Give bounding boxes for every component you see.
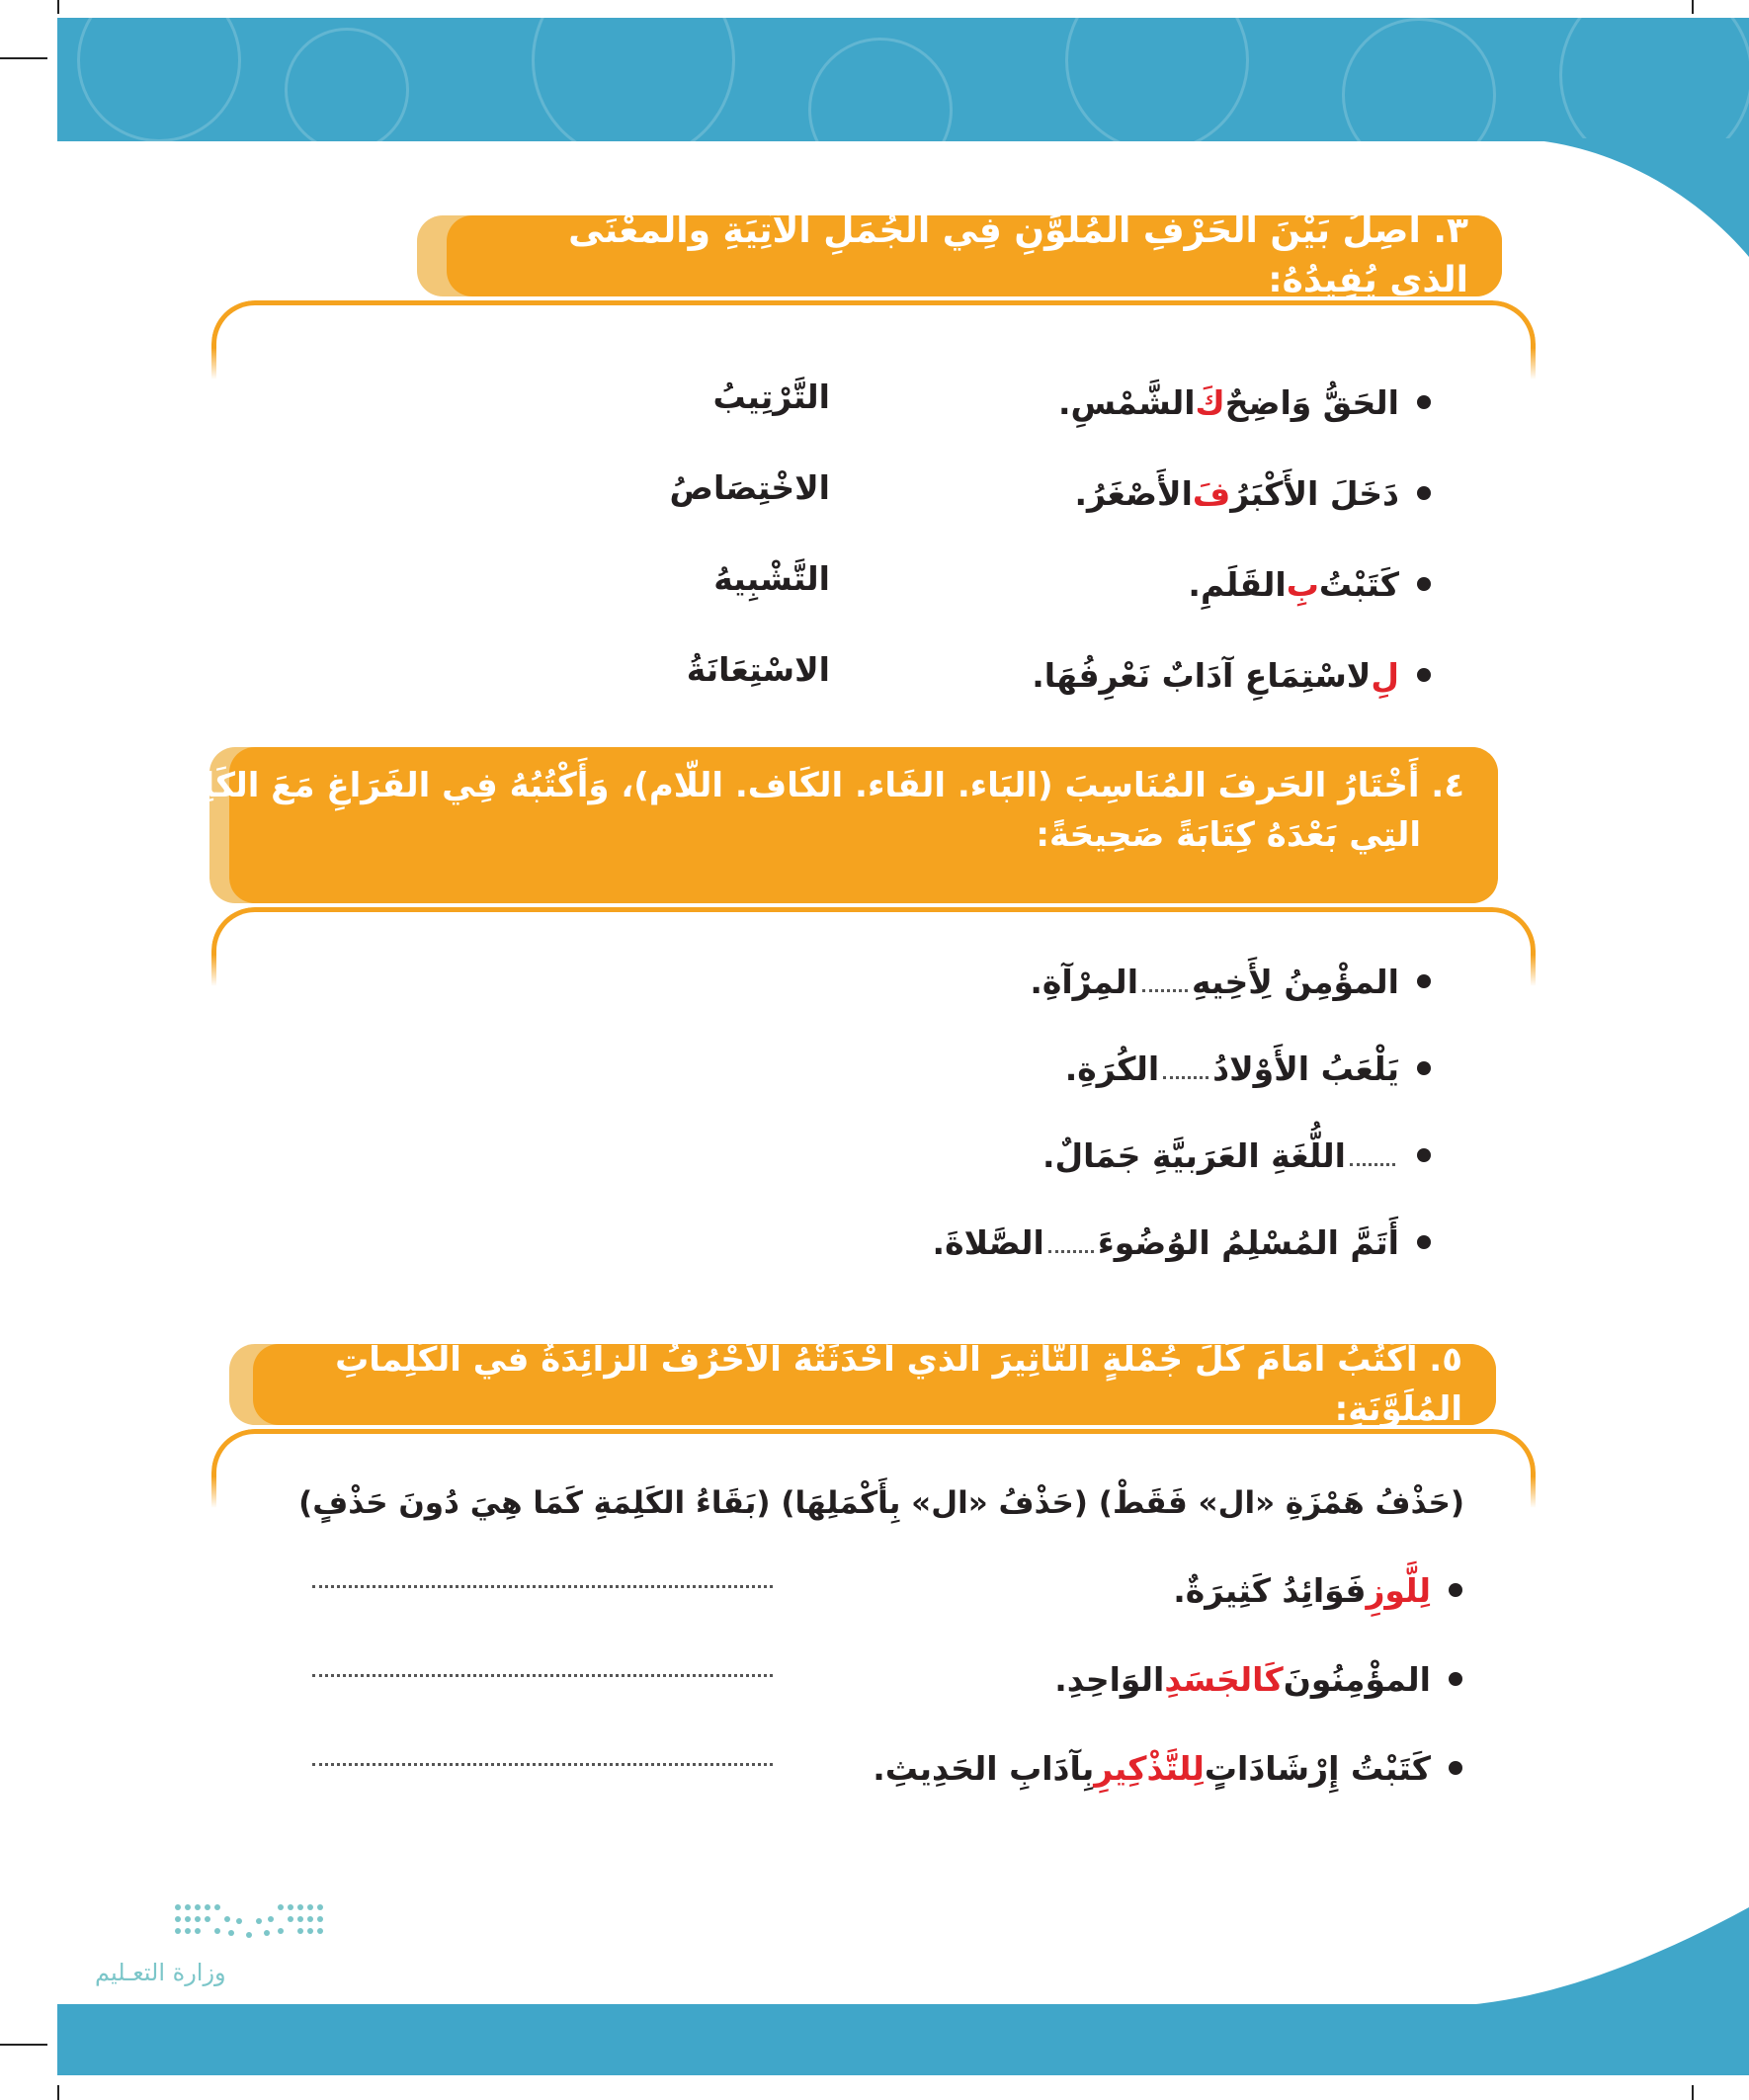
bullet-icon [1449,1761,1462,1775]
sentence-text: لاسْتِمَاعِ آدَابٌ نَعْرِفُهَا. [1032,655,1372,695]
fill-blank[interactable] [1350,1145,1395,1166]
s5-sentence-3 [873,1743,1462,1793]
highlighted-letter: فَ [1192,473,1231,513]
crop-mark [0,57,47,59]
sentence-text: دَخَلَ الأَكْبَرُ [1230,473,1399,513]
bottom-banner [57,2004,1749,2075]
section-5-title: ٥. أَكْتُبُ أَمَامَ كُلِّ جُمْلَةٍ التَّأْثِيرَ الذي أَحْدَثَتْهُ الأَحْرُفُ الزائِدَةُ في الكَلِماتِ المُلَوَّنَةِ: [253,1344,1496,1425]
s4-sentence-4 [933,1218,1431,1267]
sentence-text: كَتَبْتُ [1318,564,1399,604]
ministry-logo-icon [170,1897,328,1947]
bullet-icon [1417,486,1431,500]
bullet-icon [1417,577,1431,591]
sentence-text: اللُّغَةِ العَرَبيَّةِ جَمَالٌ. [1042,1135,1346,1175]
sentence-text: كَتَبْتُ إِرْشَادَاتٍ [1204,1748,1431,1788]
crop-mark [57,2085,59,2100]
s5-sentence-2 [1054,1654,1462,1704]
bullet-icon [1449,1672,1462,1686]
crop-mark [1692,0,1694,14]
section-3-frame [211,300,1536,379]
s3-sentence-4 [1032,650,1431,700]
answer-line-1[interactable] [312,1579,773,1588]
crop-mark [1692,2085,1694,2100]
fill-blank[interactable] [1048,1232,1094,1253]
sentence-text: الوَاحِدِ. [1054,1659,1165,1699]
section-4-title [158,747,1498,903]
sentence-text: المؤْمِنُونَ [1283,1659,1431,1699]
crop-mark [0,2044,47,2046]
s4-sentence-1 [1030,957,1431,1006]
bullet-icon [1417,1061,1431,1075]
sentence-text: القَلَمِ. [1188,564,1287,604]
sentence-text: الحَقُّ وَاضِحٌ [1224,382,1399,422]
sentence-text: المؤْمِنُ لِأَخِيهِ [1192,962,1399,1001]
bullet-icon [1417,668,1431,682]
s3-meaning-3[interactable]: التَّشْبِيهُ [713,559,830,598]
s3-meaning-4[interactable]: الاسْتِعَانَةُ [686,650,830,689]
section-4-title-line-1: ٤. أَخْتَارُ الحَرفَ المُنَاسِبَ (البَاء. الفَاء. الكَاف. اللّام)، وَأَكْتُبُهُ فِي الفَرَاغِ مَعَ الكَلِمَةِ [158,766,1464,805]
sentence-text: الشَّمْسِ. [1057,382,1196,422]
ministry-name: وزارة التعـليم [95,1959,226,1986]
s5-options: (حَذْفُ هَمْزَةِ «ال» فَقَطْ) (حَذْفُ «ال» بِأَكْمَلِهَا) (بَقَاءُ الكَلِمَةِ كَمَا هِيَ دُونَ حَذْفٍ) [298,1485,1464,1521]
sentence-text: الكُرَةِ. [1064,1049,1160,1088]
answer-line-3[interactable] [312,1757,773,1766]
sentence-text: فَوَائِدُ كَثِيرَةٌ. [1173,1570,1367,1610]
sentence-text: يَلْعَبُ الأَوْلادُ [1212,1049,1399,1088]
fill-blank[interactable] [1142,971,1188,992]
s3-sentence-3 [1188,559,1431,609]
s3-sentence-2 [1074,468,1431,518]
sentence-text: الأَصْغَرُ. [1074,473,1193,513]
highlighted-word: كَالجَسَدِ [1164,1659,1284,1699]
fill-blank[interactable] [1163,1058,1208,1079]
answer-line-2[interactable] [312,1668,773,1677]
highlighted-letter: كَ [1195,382,1225,422]
s3-meaning-1[interactable]: التَّرْتِيبُ [712,378,830,416]
crop-mark [57,0,59,14]
section-4-title-line-2: التِي بَعْدَهُ كِتَابَةً صَحِيحَةً: [1036,815,1421,855]
bullet-icon [1449,1583,1462,1597]
s4-sentence-3 [1042,1131,1431,1180]
section-3-title: ٣. أَصِلُ بَيْنَ الحَرْفِ المُلَوَّنِ فِي الجُمَلِ الآتِيَةِ والمعْنَى الذي يُفِيدُهُ: [447,215,1502,296]
bullet-icon [1417,1235,1431,1249]
highlighted-letter: بِ [1286,564,1319,604]
bullet-icon [1417,395,1431,409]
bullet-icon [1417,1148,1431,1162]
page-number: ٦٠ [1565,1917,1617,1966]
highlighted-word: لِلَّوزِ [1366,1570,1431,1610]
highlighted-letter: لِ [1371,655,1399,695]
sentence-text: المِرْآةِ. [1030,962,1139,1001]
highlighted-word: لِلتَّذْكِيرِ [1094,1748,1205,1788]
s5-sentence-1 [1173,1565,1462,1615]
sentence-text: الصَّلاةَ. [932,1222,1044,1262]
top-banner [57,18,1749,141]
s4-sentence-2 [1065,1044,1431,1093]
s3-meaning-2[interactable]: الاخْتِصَاصُ [669,468,830,507]
sentence-text: أَتَمَّ المُسْلِمُ الوُضُوءَ [1097,1222,1399,1262]
bullet-icon [1417,974,1431,988]
sentence-text: بِآدَابِ الحَدِيثِ. [873,1748,1095,1788]
s3-sentence-1 [1058,378,1431,427]
